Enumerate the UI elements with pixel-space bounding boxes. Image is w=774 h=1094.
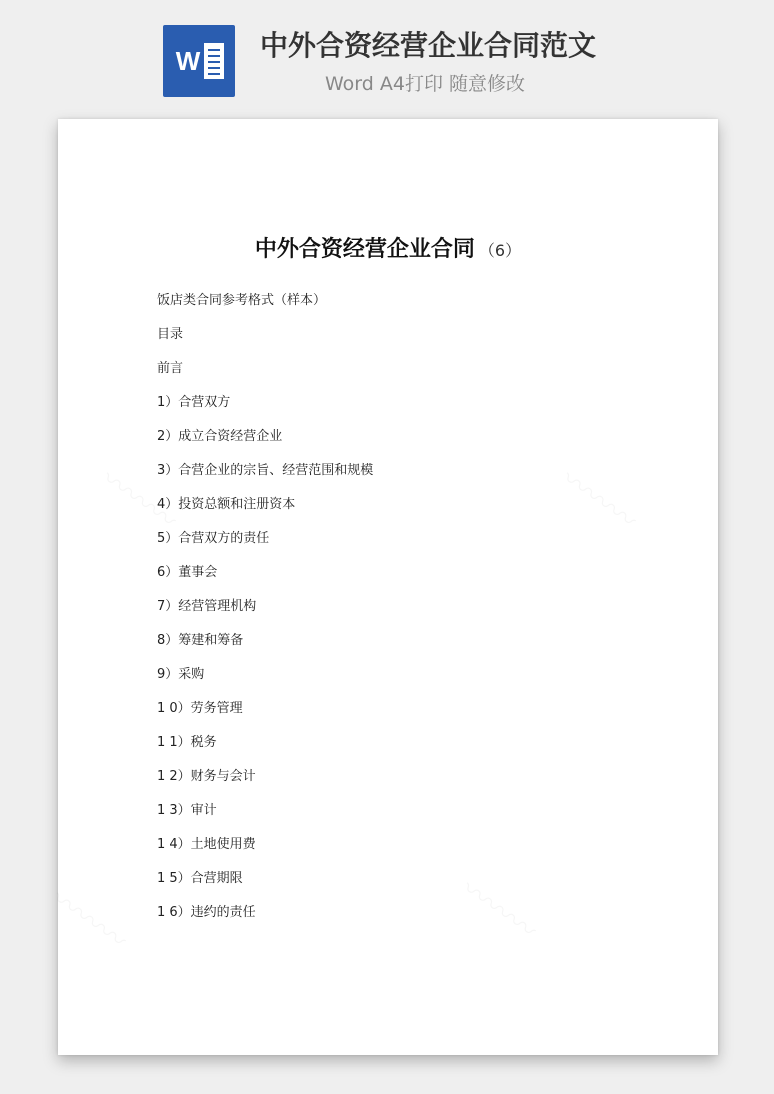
document-title (58, 233, 718, 268)
doc-line: 前言 (157, 361, 184, 376)
toc-item: 7）经营管理机构 (157, 599, 257, 614)
toc-item: 1 6）违约的责任 (157, 905, 256, 920)
doc-line: 目录 (157, 327, 184, 342)
toc-item: 8）筹建和筹备 (157, 633, 244, 648)
toc-item: 1 3）审计 (157, 803, 217, 818)
toc-item: 1 5）合营期限 (157, 871, 243, 886)
toc-item: 4）投资总额和注册资本 (157, 497, 296, 512)
word-document-icon (163, 25, 235, 97)
w-letter: W (175, 46, 201, 76)
document-title-suffix: （6） (478, 241, 522, 260)
toc-item: 1 4）土地使用费 (157, 837, 256, 852)
toc-item: 5）合营双方的责任 (157, 531, 270, 546)
document-title-text: 中外合资经营企业合同 (254, 237, 475, 262)
watermark (454, 869, 546, 950)
toc-item: 1）合营双方 (157, 395, 231, 410)
toc-item: 3）合营企业的宗旨、经营范围和规模 (157, 463, 374, 478)
watermark (44, 879, 136, 960)
doc-line: 饭店类合同参考格式（样本） (157, 293, 327, 308)
header-title: 中外合资经营企业合同范文 (260, 29, 597, 62)
header (0, 0, 774, 110)
document-lines-icon (204, 43, 224, 79)
watermark (554, 459, 646, 540)
toc-item: 9）采购 (157, 667, 205, 682)
toc-item: 6）董事会 (157, 565, 218, 580)
document-page (58, 119, 718, 1055)
header-subtitle: Word A4打印 随意修改 (325, 73, 526, 95)
toc-item: 1 2）财务与会计 (157, 769, 256, 784)
toc-item: 2）成立合资经营企业 (157, 429, 283, 444)
toc-item: 1 0）劳务管理 (157, 701, 243, 716)
table-of-contents (157, 291, 373, 937)
toc-item: 1 1）税务 (157, 735, 217, 750)
